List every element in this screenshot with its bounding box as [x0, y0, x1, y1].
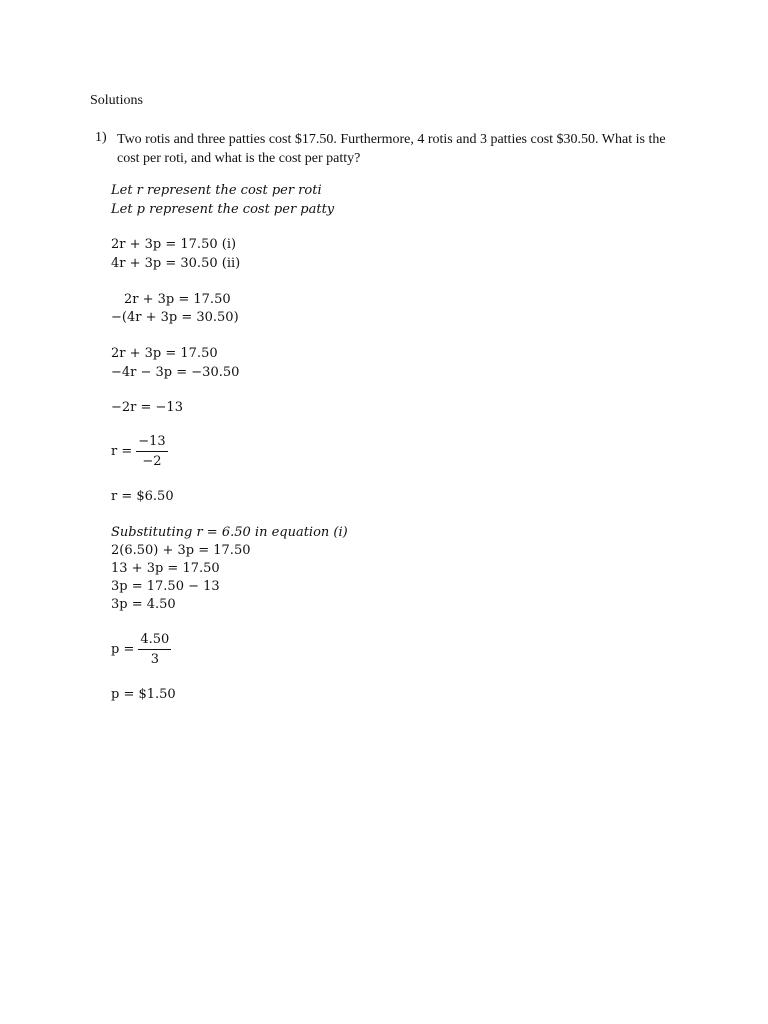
question-text: Two rotis and three patties cost $17.50. Furthermore, 4 rotis and 3 patties cost $30.50. What is the cost per roti, and what is the cost per patty?	[117, 132, 666, 166]
r-fraction-lhs: r =	[111, 444, 133, 459]
let-p-statement: Let p represent the cost per patty	[111, 202, 335, 217]
let-r-statement: Let r represent the cost per roti	[111, 183, 322, 198]
subtraction-line-2: −(4r + 3p = 30.50)	[111, 310, 239, 325]
substituting-statement: Substituting r = 6.50 in equation (i)	[111, 525, 348, 540]
step-3: 3p = 17.50 − 13	[111, 579, 220, 594]
expanded-line-1: 2r + 3p = 17.50	[111, 346, 218, 361]
r-answer: r = $6.50	[111, 489, 174, 504]
p-fraction-numerator: 4.50	[138, 632, 171, 650]
p-fraction	[111, 632, 171, 667]
p-answer: p = $1.50	[111, 687, 176, 702]
step-4: 3p = 4.50	[111, 597, 176, 612]
result-2r: −2r = −13	[111, 400, 183, 415]
r-fraction-numerator: −13	[136, 434, 167, 452]
subtraction-line-1: 2r + 3p = 17.50	[124, 292, 231, 307]
p-fraction-lhs: p =	[111, 642, 135, 657]
step-1: 2(6.50) + 3p = 17.50	[111, 543, 251, 558]
question-number: 1)	[95, 130, 107, 145]
r-fraction-denominator: −2	[142, 454, 162, 469]
equation-i: 2r + 3p = 17.50 (i)	[111, 237, 237, 252]
r-fraction	[111, 434, 168, 469]
page-title: Solutions	[90, 93, 143, 108]
equation-ii: 4r + 3p = 30.50 (ii)	[111, 256, 241, 271]
expanded-line-2: −4r − 3p = −30.50	[111, 365, 240, 380]
step-2: 13 + 3p = 17.50	[111, 561, 220, 576]
p-fraction-denominator: 3	[150, 652, 159, 667]
